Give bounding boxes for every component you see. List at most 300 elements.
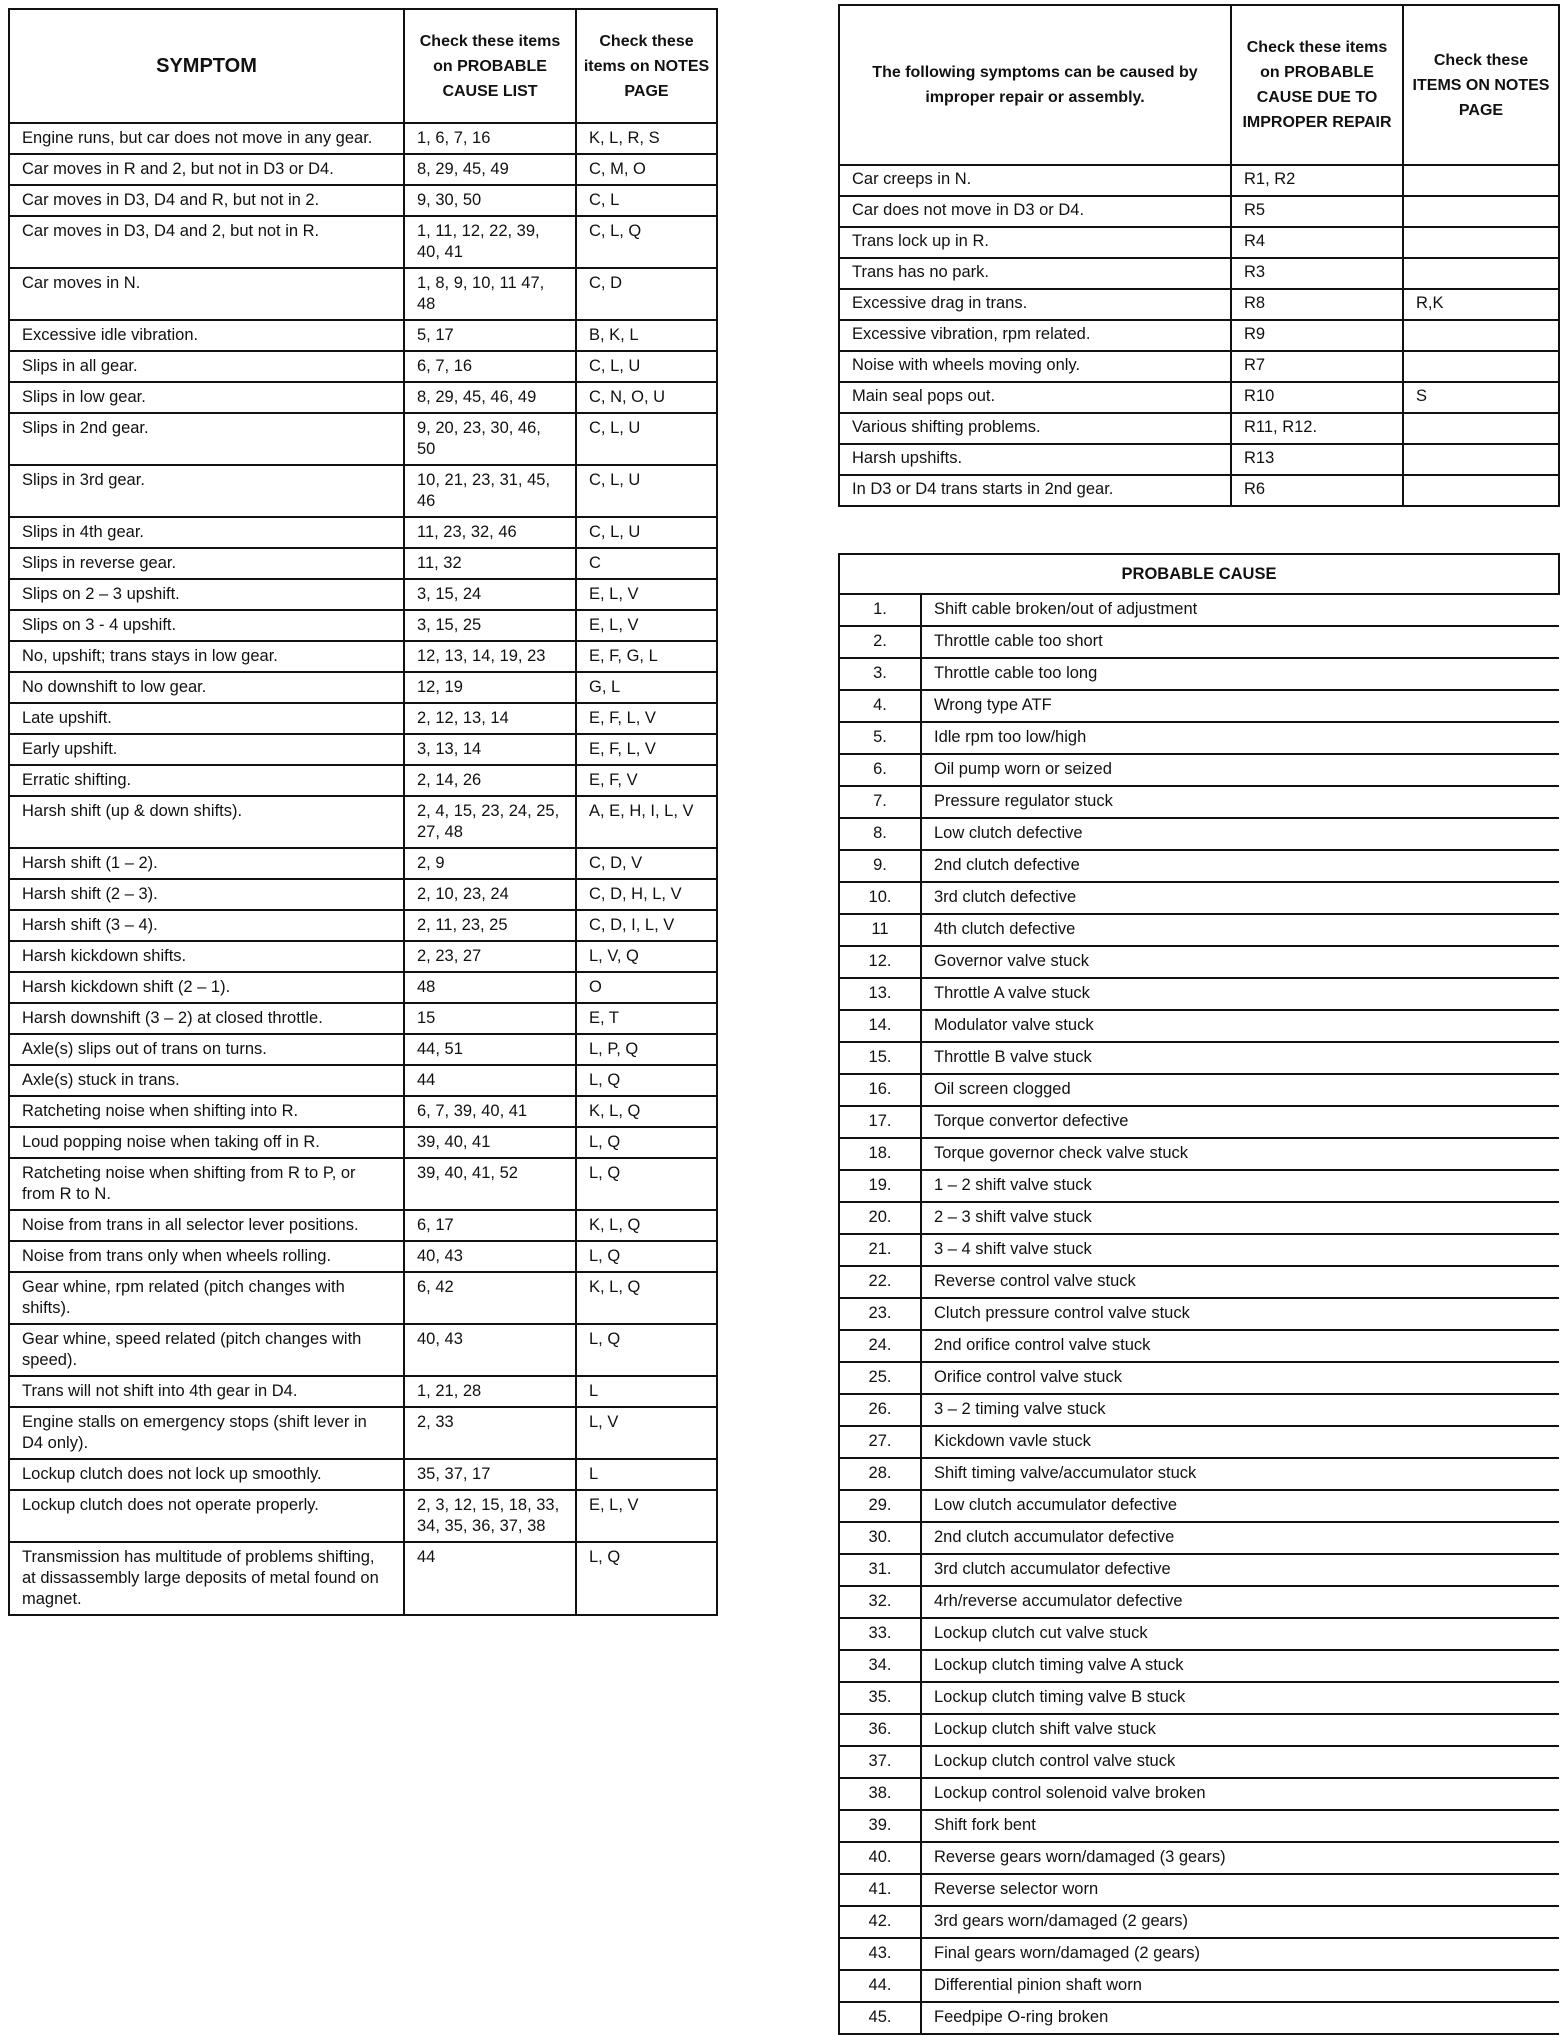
improper-repair-row <box>839 289 1559 320</box>
probable-cause-row <box>839 690 1559 722</box>
symptom-cell: No downshift to low gear. <box>9 672 404 703</box>
improper-repair-row <box>839 320 1559 351</box>
improper-notes-cell <box>1403 475 1559 506</box>
probable-cause-items-cell: 2, 10, 23, 24 <box>404 879 576 910</box>
improper-notes-cell <box>1403 258 1559 289</box>
probable-cause-row <box>839 626 1559 658</box>
cause-description-cell: 4rh/reverse accumulator defective <box>921 1586 1559 1618</box>
probable-cause-items-cell: 2, 12, 13, 14 <box>404 703 576 734</box>
notes-items-cell: C, L, U <box>576 517 717 548</box>
improper-repair-row <box>839 382 1559 413</box>
probable-cause-row <box>839 1714 1559 1746</box>
probable-cause-row <box>839 1778 1559 1810</box>
symptom-row <box>9 672 717 703</box>
improper-symptom-cell: Trans lock up in R. <box>839 227 1231 258</box>
symptom-cell: Trans will not shift into 4th gear in D4. <box>9 1376 404 1407</box>
cause-number-cell: 17. <box>839 1106 921 1138</box>
probable-cause-items-cell: 3, 15, 24 <box>404 579 576 610</box>
probable-cause-items-cell: 3, 15, 25 <box>404 610 576 641</box>
probable-cause-row <box>839 1362 1559 1394</box>
notes-items-cell: L, V, Q <box>576 941 717 972</box>
symptom-cell: Slips on 3 - 4 upshift. <box>9 610 404 641</box>
symptom-cell: Harsh shift (2 – 3). <box>9 879 404 910</box>
probable-cause-items-cell: 3, 13, 14 <box>404 734 576 765</box>
cause-description-cell: Torque governor check valve stuck <box>921 1138 1559 1170</box>
improper-table-body <box>839 165 1559 506</box>
probable-cause-row <box>839 2002 1559 2034</box>
improper-repair-row <box>839 444 1559 475</box>
cause-number-cell: 40. <box>839 1842 921 1874</box>
cause-number-cell: 31. <box>839 1554 921 1586</box>
cause-number-cell: 1. <box>839 594 921 626</box>
probable-cause-items-cell: 39, 40, 41, 52 <box>404 1158 576 1210</box>
cause-description-cell: 2nd orifice control valve stuck <box>921 1330 1559 1362</box>
probable-cause-items-cell: 1, 21, 28 <box>404 1376 576 1407</box>
symptom-row <box>9 734 717 765</box>
cause-number-cell: 42. <box>839 1906 921 1938</box>
symptom-row <box>9 123 717 154</box>
improper-cause-cell: R8 <box>1231 289 1403 320</box>
probable-cause-row <box>839 818 1559 850</box>
probable-cause-items-cell: 12, 13, 14, 19, 23 <box>404 641 576 672</box>
improper-cause-cell: R9 <box>1231 320 1403 351</box>
cause-number-cell: 24. <box>839 1330 921 1362</box>
probable-cause-row <box>839 1266 1559 1298</box>
probable-cause-items-cell: 2, 9 <box>404 848 576 879</box>
improper-cause-cell: R1, R2 <box>1231 165 1403 196</box>
notes-items-cell: L <box>576 1376 717 1407</box>
probable-cause-row <box>839 1202 1559 1234</box>
improper-symptom-cell: Car creeps in N. <box>839 165 1231 196</box>
improper-symptom-cell: Harsh upshifts. <box>839 444 1231 475</box>
improper-repair-row <box>839 227 1559 258</box>
symptom-row <box>9 517 717 548</box>
symptom-cell: Lockup clutch does not lock up smoothly. <box>9 1459 404 1490</box>
symptom-row <box>9 1065 717 1096</box>
probable-cause-items-cell: 8, 29, 45, 49 <box>404 154 576 185</box>
probable-cause-items-cell: 2, 4, 15, 23, 24, 25, 27, 48 <box>404 796 576 848</box>
symptom-row <box>9 910 717 941</box>
notes-items-cell: C, L, U <box>576 465 717 517</box>
symptom-cell: Car moves in D3, D4 and 2, but not in R. <box>9 216 404 268</box>
symptom-row <box>9 320 717 351</box>
probable-cause-table-body <box>839 594 1559 2034</box>
symptom-table <box>8 8 718 1616</box>
improper-symptom-cell: In D3 or D4 trans starts in 2nd gear. <box>839 475 1231 506</box>
symptom-row <box>9 1407 717 1459</box>
cause-description-cell: Reverse selector worn <box>921 1874 1559 1906</box>
cause-description-cell: Throttle B valve stuck <box>921 1042 1559 1074</box>
notes-items-cell: E, F, G, L <box>576 641 717 672</box>
notes-items-cell: A, E, H, I, L, V <box>576 796 717 848</box>
symptom-cell: Car moves in D3, D4 and R, but not in 2. <box>9 185 404 216</box>
cause-description-cell: Kickdown vavle stuck <box>921 1426 1559 1458</box>
cause-description-cell: Final gears worn/damaged (2 gears) <box>921 1938 1559 1970</box>
improper-repair-row <box>839 165 1559 196</box>
cause-description-cell: Lockup control solenoid valve broken <box>921 1778 1559 1810</box>
improper-notes-cell: R,K <box>1403 289 1559 320</box>
probable-cause-row <box>839 978 1559 1010</box>
probable-cause-items-cell: 6, 17 <box>404 1210 576 1241</box>
symptom-row <box>9 765 717 796</box>
notes-items-cell: E, F, V <box>576 765 717 796</box>
notes-items-cell: L, V <box>576 1407 717 1459</box>
cause-number-cell: 9. <box>839 850 921 882</box>
notes-items-cell: C, N, O, U <box>576 382 717 413</box>
probable-cause-items-cell: 8, 29, 45, 46, 49 <box>404 382 576 413</box>
symptom-row <box>9 1127 717 1158</box>
probable-cause-row <box>839 1074 1559 1106</box>
symptom-row <box>9 185 717 216</box>
notes-items-cell: B, K, L <box>576 320 717 351</box>
cause-number-cell: 13. <box>839 978 921 1010</box>
improper-cause-cell: R5 <box>1231 196 1403 227</box>
improper-cause-cell: R11, R12. <box>1231 413 1403 444</box>
improper-cause-cell: R7 <box>1231 351 1403 382</box>
symptom-row <box>9 848 717 879</box>
cause-number-cell: 34. <box>839 1650 921 1682</box>
symptom-cell: Car moves in R and 2, but not in D3 or D4. <box>9 154 404 185</box>
probable-cause-row <box>839 1618 1559 1650</box>
cause-number-cell: 29. <box>839 1490 921 1522</box>
notes-items-cell: L, Q <box>576 1127 717 1158</box>
probable-cause-row <box>839 1426 1559 1458</box>
cause-number-cell: 6. <box>839 754 921 786</box>
notes-items-cell: K, L, R, S <box>576 123 717 154</box>
probable-cause-column-header: Check these items on PROBABLE CAUSE LIST <box>404 9 576 123</box>
probable-cause-row <box>839 594 1559 626</box>
probable-cause-items-cell: 1, 8, 9, 10, 11 47, 48 <box>404 268 576 320</box>
cause-description-cell: 2nd clutch accumulator defective <box>921 1522 1559 1554</box>
improper-repair-row <box>839 196 1559 227</box>
improper-notes-header: Check these ITEMS ON NOTES PAGE <box>1403 5 1559 165</box>
symptom-cell: Harsh shift (up & down shifts). <box>9 796 404 848</box>
probable-cause-row <box>839 1650 1559 1682</box>
cause-number-cell: 36. <box>839 1714 921 1746</box>
symptom-cell: Lockup clutch does not operate properly. <box>9 1490 404 1542</box>
cause-description-cell: Reverse control valve stuck <box>921 1266 1559 1298</box>
improper-symptom-cell: Various shifting problems. <box>839 413 1231 444</box>
probable-cause-row <box>839 1138 1559 1170</box>
probable-cause-items-cell: 48 <box>404 972 576 1003</box>
cause-number-cell: 37. <box>839 1746 921 1778</box>
probable-cause-row <box>839 1810 1559 1842</box>
cause-description-cell: Shift fork bent <box>921 1810 1559 1842</box>
symptom-table-header <box>9 9 717 123</box>
improper-cause-cell: R6 <box>1231 475 1403 506</box>
notes-items-cell: E, F, L, V <box>576 703 717 734</box>
symptom-row <box>9 548 717 579</box>
symptom-cell: Harsh shift (1 – 2). <box>9 848 404 879</box>
symptom-row <box>9 1003 717 1034</box>
symptom-row <box>9 268 717 320</box>
symptom-cell: Slips in all gear. <box>9 351 404 382</box>
symptom-row <box>9 879 717 910</box>
probable-cause-items-cell: 40, 43 <box>404 1241 576 1272</box>
symptom-row <box>9 1210 717 1241</box>
probable-cause-items-cell: 12, 19 <box>404 672 576 703</box>
cause-description-cell: 2nd clutch defective <box>921 850 1559 882</box>
probable-cause-title: PROBABLE CAUSE <box>839 554 1559 594</box>
cause-description-cell: 2 – 3 shift valve stuck <box>921 1202 1559 1234</box>
improper-cause-cell: R3 <box>1231 258 1403 289</box>
probable-cause-items-cell: 6, 7, 16 <box>404 351 576 382</box>
improper-symptom-cell: Trans has no park. <box>839 258 1231 289</box>
improper-repair-row <box>839 258 1559 289</box>
notes-items-cell: O <box>576 972 717 1003</box>
improper-cause-cell: R13 <box>1231 444 1403 475</box>
probable-cause-row <box>839 1970 1559 2002</box>
symptom-row <box>9 1241 717 1272</box>
probable-cause-items-cell: 6, 42 <box>404 1272 576 1324</box>
cause-number-cell: 5. <box>839 722 921 754</box>
improper-notes-cell <box>1403 351 1559 382</box>
cause-description-cell: Orifice control valve stuck <box>921 1362 1559 1394</box>
symptom-cell: Noise from trans only when wheels rolling. <box>9 1241 404 1272</box>
probable-cause-items-cell: 2, 33 <box>404 1407 576 1459</box>
symptom-cell: Slips in low gear. <box>9 382 404 413</box>
symptom-cell: Ratcheting noise when shifting from R to P, or from R to N. <box>9 1158 404 1210</box>
symptom-row <box>9 641 717 672</box>
cause-number-cell: 14. <box>839 1010 921 1042</box>
notes-items-cell: L, Q <box>576 1241 717 1272</box>
probable-cause-row <box>839 1234 1559 1266</box>
cause-description-cell: Reverse gears worn/damaged (3 gears) <box>921 1842 1559 1874</box>
probable-cause-table <box>838 553 1560 2035</box>
symptom-cell: Harsh shift (3 – 4). <box>9 910 404 941</box>
cause-number-cell: 16. <box>839 1074 921 1106</box>
cause-description-cell: 3rd gears worn/damaged (2 gears) <box>921 1906 1559 1938</box>
probable-cause-row <box>839 1010 1559 1042</box>
improper-table-header <box>839 5 1559 165</box>
improper-repair-table <box>838 4 1560 507</box>
probable-cause-row <box>839 1906 1559 1938</box>
probable-cause-row <box>839 1042 1559 1074</box>
probable-cause-items-cell: 44 <box>404 1065 576 1096</box>
notes-items-cell: L, Q <box>576 1065 717 1096</box>
probable-cause-row <box>839 1330 1559 1362</box>
probable-cause-row <box>839 1458 1559 1490</box>
symptom-cell: Axle(s) slips out of trans on turns. <box>9 1034 404 1065</box>
notes-items-cell: E, L, V <box>576 579 717 610</box>
probable-cause-items-cell: 9, 30, 50 <box>404 185 576 216</box>
cause-description-cell: Modulator valve stuck <box>921 1010 1559 1042</box>
probable-cause-items-cell: 2, 3, 12, 15, 18, 33, 34, 35, 36, 37, 38 <box>404 1490 576 1542</box>
cause-number-cell: 22. <box>839 1266 921 1298</box>
probable-cause-row <box>839 946 1559 978</box>
cause-number-cell: 41. <box>839 1874 921 1906</box>
cause-description-cell: 3 – 2 timing valve stuck <box>921 1394 1559 1426</box>
improper-notes-cell <box>1403 227 1559 258</box>
probable-cause-items-cell: 11, 23, 32, 46 <box>404 517 576 548</box>
notes-items-cell: E, L, V <box>576 1490 717 1542</box>
symptom-cell: Early upshift. <box>9 734 404 765</box>
cause-description-cell: Torque convertor defective <box>921 1106 1559 1138</box>
notes-items-cell: C, D, V <box>576 848 717 879</box>
improper-symptom-cell: Car does not move in D3 or D4. <box>839 196 1231 227</box>
probable-cause-row <box>839 1938 1559 1970</box>
notes-items-cell: L, P, Q <box>576 1034 717 1065</box>
cause-number-cell: 15. <box>839 1042 921 1074</box>
cause-number-cell: 7. <box>839 786 921 818</box>
probable-cause-items-cell: 1, 6, 7, 16 <box>404 123 576 154</box>
notes-items-cell: C, L, U <box>576 351 717 382</box>
cause-description-cell: 4th clutch defective <box>921 914 1559 946</box>
notes-items-cell: K, L, Q <box>576 1210 717 1241</box>
cause-description-cell: Governor valve stuck <box>921 946 1559 978</box>
cause-number-cell: 20. <box>839 1202 921 1234</box>
improper-symptom-cell: Main seal pops out. <box>839 382 1231 413</box>
symptom-row <box>9 1459 717 1490</box>
cause-table-header <box>839 554 1559 594</box>
cause-number-cell: 45. <box>839 2002 921 2034</box>
cause-number-cell: 27. <box>839 1426 921 1458</box>
symptom-row <box>9 216 717 268</box>
cause-description-cell: Differential pinion shaft worn <box>921 1970 1559 2002</box>
cause-number-cell: 3. <box>839 658 921 690</box>
cause-description-cell: 3rd clutch accumulator defective <box>921 1554 1559 1586</box>
probable-cause-row <box>839 1586 1559 1618</box>
probable-cause-row <box>839 1490 1559 1522</box>
probable-cause-row <box>839 722 1559 754</box>
cause-description-cell: Shift cable broken/out of adjustment <box>921 594 1559 626</box>
probable-cause-items-cell: 5, 17 <box>404 320 576 351</box>
probable-cause-items-cell: 1, 11, 12, 22, 39, 40, 41 <box>404 216 576 268</box>
cause-number-cell: 12. <box>839 946 921 978</box>
cause-number-cell: 8. <box>839 818 921 850</box>
cause-description-cell: Lockup clutch cut valve stuck <box>921 1618 1559 1650</box>
cause-number-cell: 35. <box>839 1682 921 1714</box>
notes-items-cell: C, D, H, L, V <box>576 879 717 910</box>
notes-items-cell: E, L, V <box>576 610 717 641</box>
probable-cause-row <box>839 1170 1559 1202</box>
symptom-cell: Slips in 4th gear. <box>9 517 404 548</box>
improper-notes-cell <box>1403 165 1559 196</box>
symptom-row <box>9 610 717 641</box>
probable-cause-row <box>839 882 1559 914</box>
symptom-cell: Slips in 2nd gear. <box>9 413 404 465</box>
cause-number-cell: 4. <box>839 690 921 722</box>
cause-description-cell: 3 – 4 shift valve stuck <box>921 1234 1559 1266</box>
cause-description-cell: Idle rpm too low/high <box>921 722 1559 754</box>
cause-number-cell: 43. <box>839 1938 921 1970</box>
cause-description-cell: Lockup clutch timing valve A stuck <box>921 1650 1559 1682</box>
cause-number-cell: 30. <box>839 1522 921 1554</box>
symptom-cell: Engine runs, but car does not move in any gear. <box>9 123 404 154</box>
notes-items-cell: C, M, O <box>576 154 717 185</box>
probable-cause-row <box>839 850 1559 882</box>
improper-notes-cell <box>1403 196 1559 227</box>
probable-cause-items-cell: 6, 7, 39, 40, 41 <box>404 1096 576 1127</box>
symptom-row <box>9 579 717 610</box>
probable-cause-row <box>839 1554 1559 1586</box>
probable-cause-items-cell: 2, 23, 27 <box>404 941 576 972</box>
symptom-cell: No, upshift; trans stays in low gear. <box>9 641 404 672</box>
symptom-cell: Excessive idle vibration. <box>9 320 404 351</box>
probable-cause-row <box>839 1298 1559 1330</box>
probable-cause-row <box>839 1746 1559 1778</box>
cause-number-cell: 33. <box>839 1618 921 1650</box>
cause-number-cell: 10. <box>839 882 921 914</box>
probable-cause-items-cell: 2, 11, 23, 25 <box>404 910 576 941</box>
symptom-row <box>9 1034 717 1065</box>
symptom-row <box>9 1272 717 1324</box>
probable-cause-row <box>839 1682 1559 1714</box>
cause-description-cell: Oil screen clogged <box>921 1074 1559 1106</box>
cause-description-cell: Oil pump worn or seized <box>921 754 1559 786</box>
symptom-row <box>9 703 717 734</box>
improper-notes-cell: S <box>1403 382 1559 413</box>
cause-number-cell: 44. <box>839 1970 921 2002</box>
symptom-row <box>9 1542 717 1615</box>
improper-cause-cell: R4 <box>1231 227 1403 258</box>
symptom-cell: Harsh kickdown shifts. <box>9 941 404 972</box>
probable-cause-row <box>839 786 1559 818</box>
notes-items-cell: L, Q <box>576 1324 717 1376</box>
cause-description-cell: Shift timing valve/accumulator stuck <box>921 1458 1559 1490</box>
improper-repair-row <box>839 351 1559 382</box>
notes-items-cell: L <box>576 1459 717 1490</box>
probable-cause-items-cell: 11, 32 <box>404 548 576 579</box>
improper-symptom-cell: Excessive drag in trans. <box>839 289 1231 320</box>
notes-items-cell: E, F, L, V <box>576 734 717 765</box>
notes-items-cell: G, L <box>576 672 717 703</box>
cause-description-cell: Clutch pressure control valve stuck <box>921 1298 1559 1330</box>
probable-cause-row <box>839 1394 1559 1426</box>
symptom-row <box>9 382 717 413</box>
symptom-cell: Gear whine, speed related (pitch changes with speed). <box>9 1324 404 1376</box>
notes-items-cell: K, L, Q <box>576 1096 717 1127</box>
symptom-row <box>9 1324 717 1376</box>
probable-cause-items-cell: 9, 20, 23, 30, 46, 50 <box>404 413 576 465</box>
symptom-row <box>9 1376 717 1407</box>
symptom-row <box>9 1096 717 1127</box>
probable-cause-row <box>839 1842 1559 1874</box>
improper-symptom-cell: Noise with wheels moving only. <box>839 351 1231 382</box>
symptom-cell: Car moves in N. <box>9 268 404 320</box>
probable-cause-row <box>839 1106 1559 1138</box>
symptom-cell: Noise from trans in all selector lever positions. <box>9 1210 404 1241</box>
probable-cause-items-cell: 10, 21, 23, 31, 45, 46 <box>404 465 576 517</box>
cause-description-cell: Low clutch defective <box>921 818 1559 850</box>
cause-number-cell: 21. <box>839 1234 921 1266</box>
cause-number-cell: 11 <box>839 914 921 946</box>
symptom-row <box>9 972 717 1003</box>
cause-description-cell: 3rd clutch defective <box>921 882 1559 914</box>
improper-cause-cell: R10 <box>1231 382 1403 413</box>
symptom-cell: Erratic shifting. <box>9 765 404 796</box>
symptom-row <box>9 1158 717 1210</box>
probable-cause-items-cell: 44, 51 <box>404 1034 576 1065</box>
symptom-cell: Transmission has multitude of problems shifting, at dissassembly large deposits of metal found on magnet. <box>9 1542 404 1615</box>
cause-description-cell: Wrong type ATF <box>921 690 1559 722</box>
symptom-cell: Slips in 3rd gear. <box>9 465 404 517</box>
probable-cause-items-cell: 2, 14, 26 <box>404 765 576 796</box>
cause-description-cell: Lockup clutch control valve stuck <box>921 1746 1559 1778</box>
symptom-cell: Harsh kickdown shift (2 – 1). <box>9 972 404 1003</box>
cause-description-cell: Lockup clutch timing valve B stuck <box>921 1682 1559 1714</box>
notes-items-cell: K, L, Q <box>576 1272 717 1324</box>
cause-number-cell: 2. <box>839 626 921 658</box>
cause-description-cell: Pressure regulator stuck <box>921 786 1559 818</box>
improper-symptom-cell: Excessive vibration, rpm related. <box>839 320 1231 351</box>
probable-cause-row <box>839 1522 1559 1554</box>
symptom-row <box>9 941 717 972</box>
cause-description-cell: Lockup clutch shift valve stuck <box>921 1714 1559 1746</box>
symptom-row <box>9 1490 717 1542</box>
cause-number-cell: 23. <box>839 1298 921 1330</box>
notes-items-cell: C, L, Q <box>576 216 717 268</box>
